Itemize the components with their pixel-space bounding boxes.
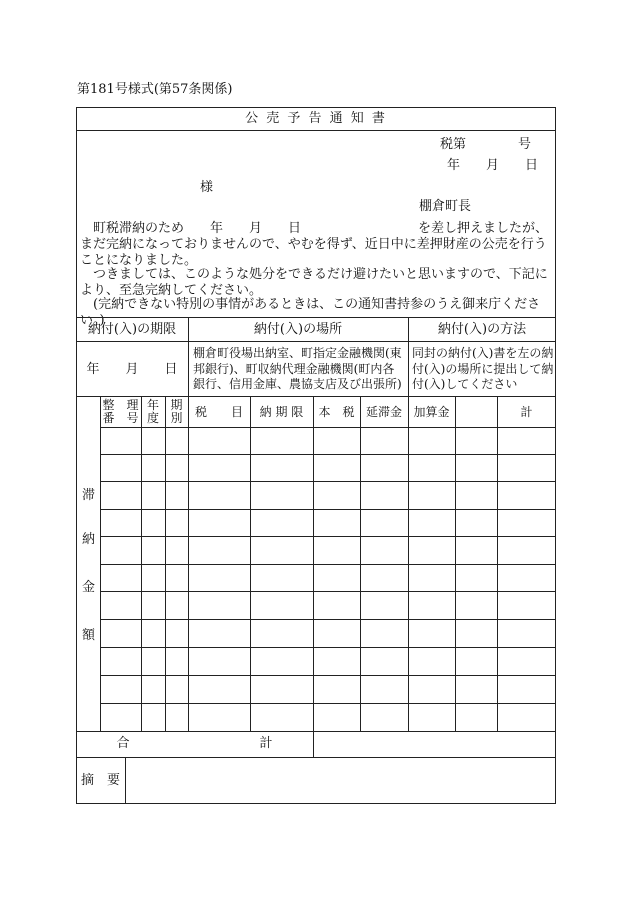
- divider: [100, 481, 556, 482]
- issuer: 棚倉町長: [419, 199, 472, 214]
- divider: [100, 591, 556, 592]
- deadline-value: 年 月 日: [86, 362, 178, 377]
- divider: [100, 703, 556, 704]
- header-nendo-line2: 度: [146, 411, 159, 425]
- header-entaikin: 延滞金: [365, 405, 402, 419]
- divider: [100, 454, 556, 455]
- divider: [100, 647, 556, 648]
- divider: [76, 341, 556, 342]
- deadline-header: 納付(入)の期限: [87, 322, 177, 337]
- divider: [100, 536, 556, 537]
- header-seiri-line2: 番 号: [102, 411, 139, 425]
- divider: [76, 731, 556, 732]
- method-header: 納付(入)の方法: [437, 322, 527, 337]
- divider: [76, 396, 556, 397]
- side-label-char: 額: [82, 628, 96, 643]
- side-label-char: 滞: [82, 488, 96, 503]
- header-nouki: 納 期 限: [259, 405, 304, 419]
- divider: [100, 427, 556, 428]
- body-paragraph-3: (完納できない特別の事情があるときは、この通知書持参のうえ御来庁ください。): [80, 297, 541, 328]
- form-title: 公 売 予 告 通 知 書: [245, 111, 387, 126]
- side-label-char: 金: [82, 580, 96, 595]
- issue-date: 年 月 日: [447, 158, 539, 173]
- header-total: 計: [520, 405, 533, 419]
- divider: [100, 509, 556, 510]
- summary-label: 摘 要: [80, 773, 120, 788]
- divider: [100, 619, 556, 620]
- header-seiri-line1: 整 理: [102, 398, 139, 412]
- body-paragraph-2: つきましては、このような処分をできるだけ避けたいと思いますので、下記により、至急完納してください。: [80, 267, 548, 298]
- recipient-suffix: 様: [200, 180, 214, 195]
- side-label-char: 納: [82, 532, 96, 547]
- header-honzei: 本 税: [318, 405, 355, 419]
- notice-form: [76, 107, 556, 804]
- header-nendo-line1: 年: [146, 398, 159, 412]
- divider: [76, 130, 556, 131]
- divider: [76, 317, 556, 318]
- body-paragraph-1: 町税滞納のため 年 月 日 を差し押えましたが、まだ完納になっておりませんので、やむを得ず、近日中に差押財産の公売を行うことになりました。: [80, 221, 549, 268]
- place-header: 納付(入)の場所: [253, 322, 343, 337]
- total-label: 合 計: [116, 736, 273, 751]
- divider: [125, 757, 126, 804]
- tax-number: 税第 号: [440, 137, 532, 152]
- header-zeimoku: 税 目: [194, 405, 243, 419]
- divider: [76, 757, 556, 758]
- divider: [100, 675, 556, 676]
- header-kibetsu-line1: 期: [170, 398, 183, 412]
- method-value: 同封の納付(入)書を左の納付(入)の場所に提出して納付(入)してください: [412, 346, 554, 391]
- header-kasankin: 加算金: [413, 405, 450, 419]
- header-kibetsu-line2: 別: [170, 411, 183, 425]
- place-value: 棚倉町役場出納室、町指定金融機関(東邦銀行)、町収納代理金融機関(町内各銀行、信用金庫、農協支店及び出張所): [193, 346, 402, 391]
- form-number: 第181号様式(第57条関係): [77, 82, 233, 97]
- divider: [100, 564, 556, 565]
